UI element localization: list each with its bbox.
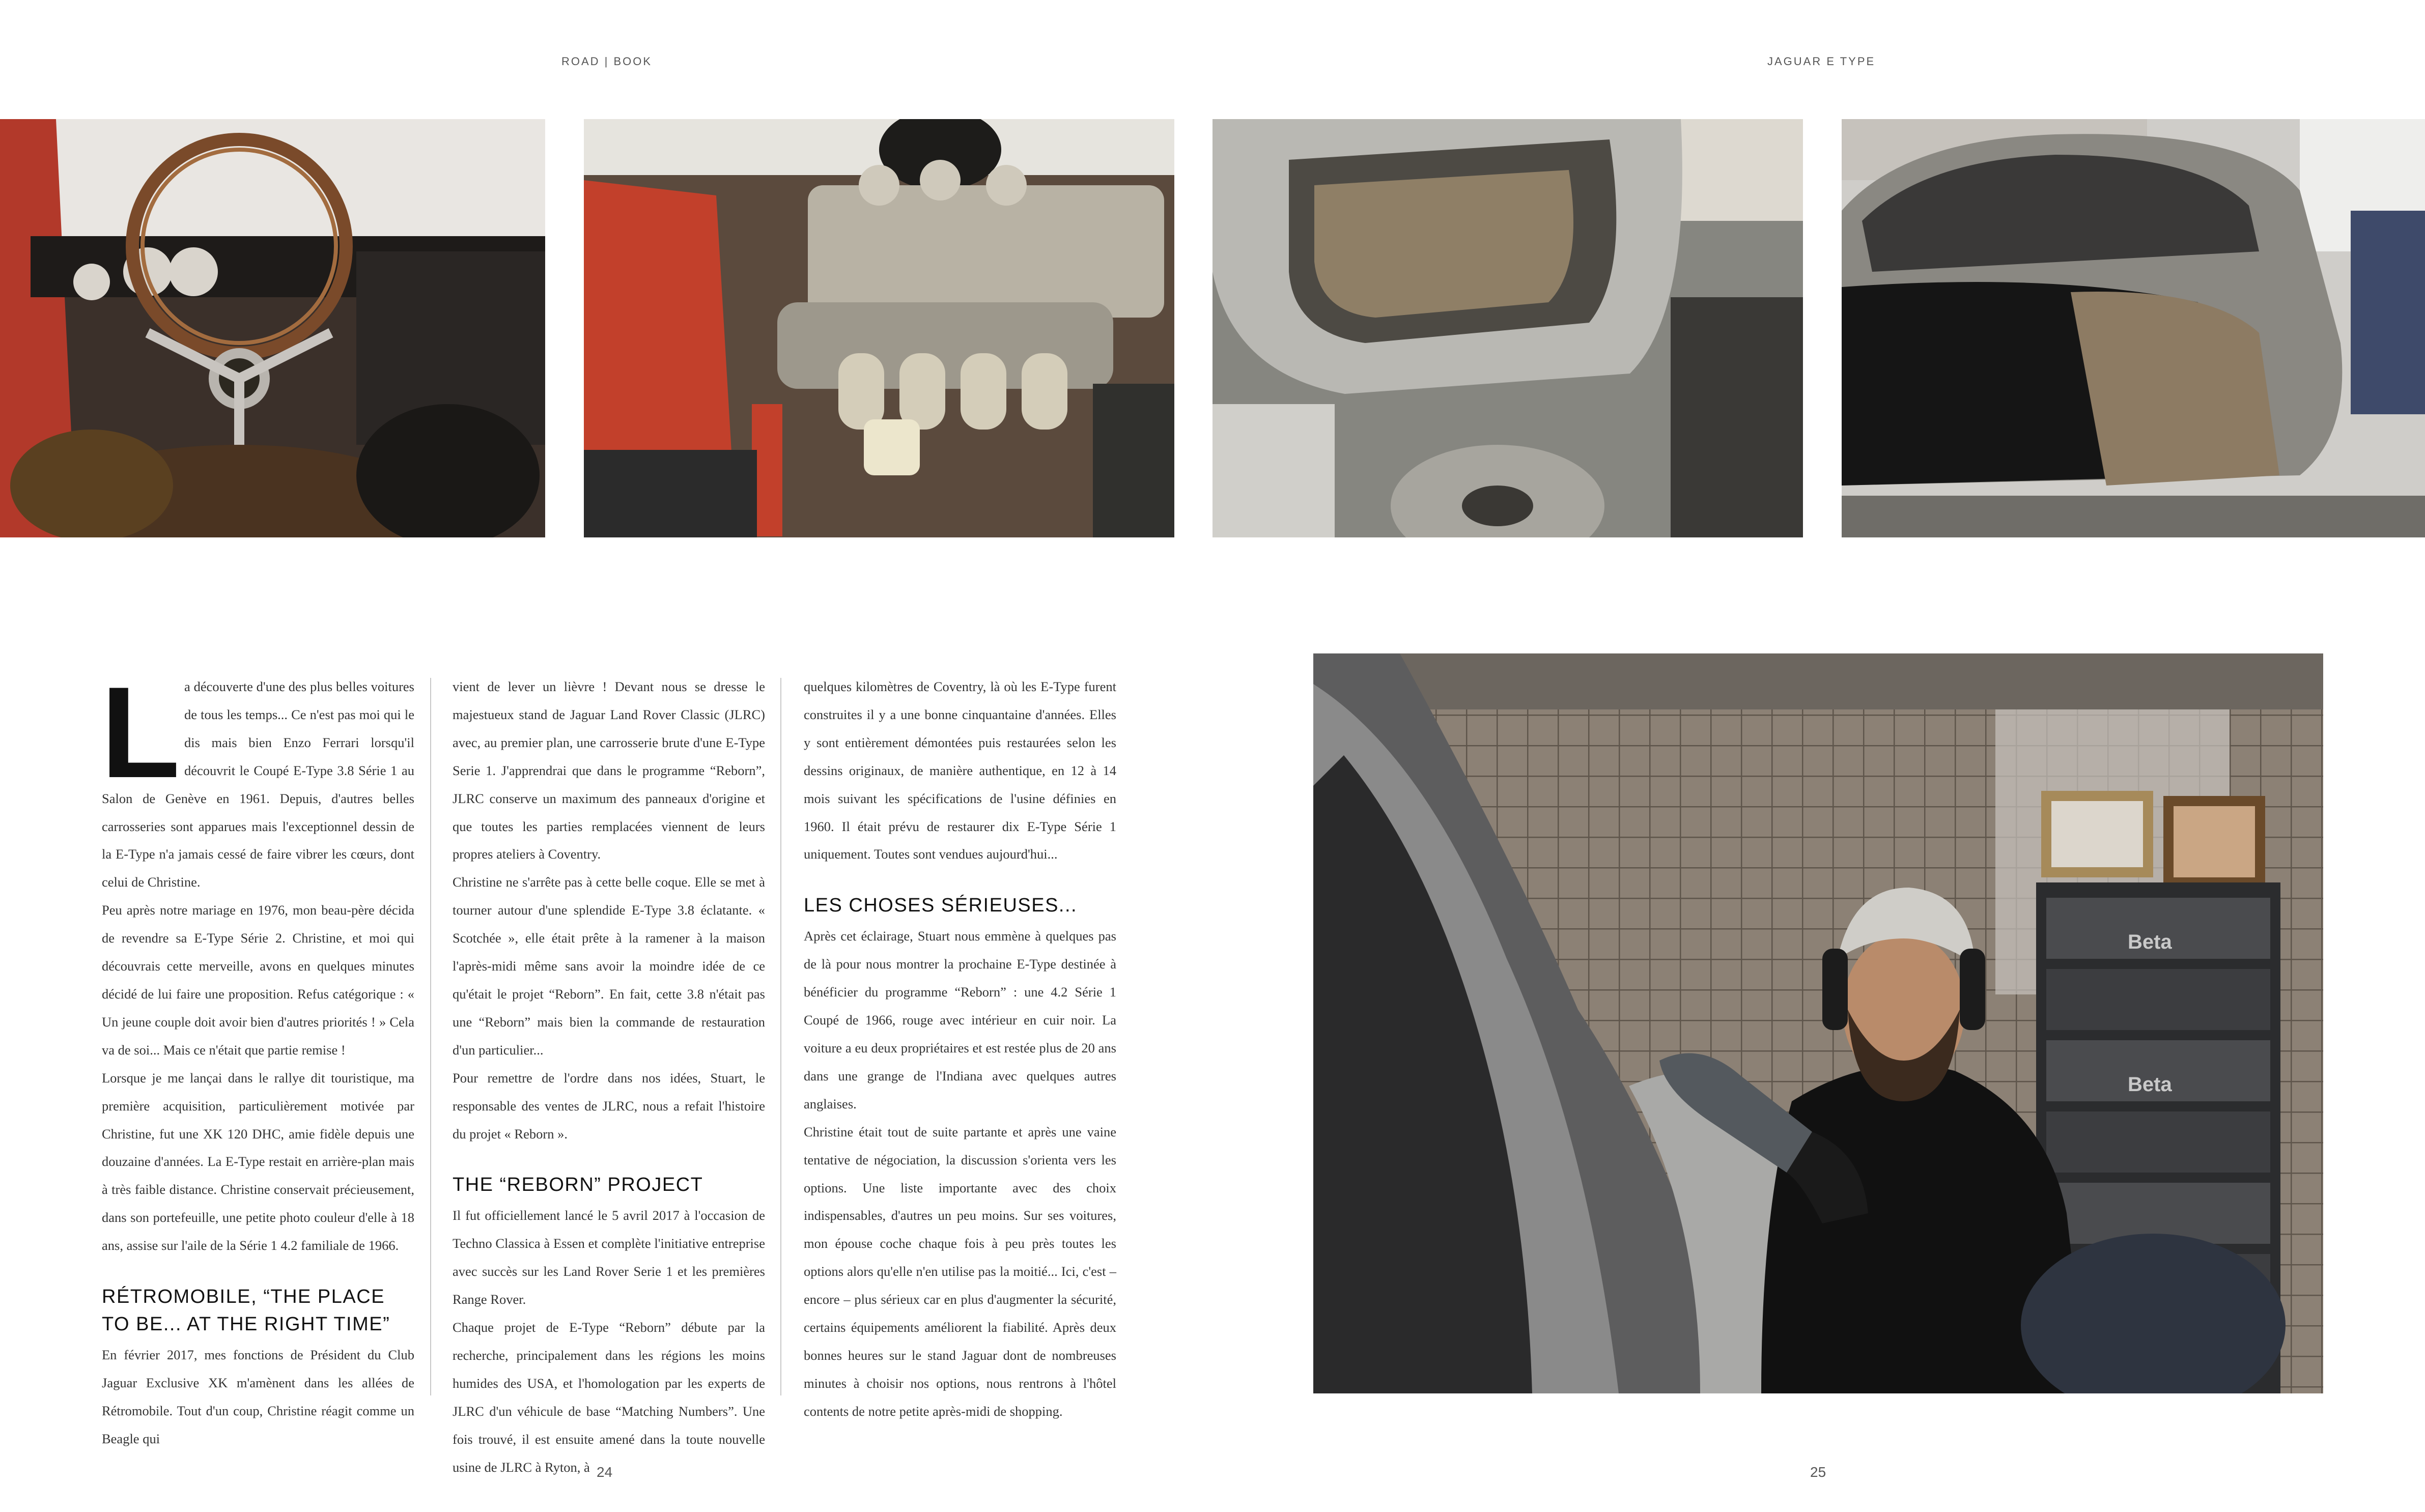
- photo-engine-bay: [584, 119, 1174, 537]
- drop-cap: L: [101, 660, 180, 805]
- column-rule-2: [780, 678, 781, 1395]
- column-rule-1: [430, 678, 431, 1395]
- paragraph: Après cet éclairage, Stuart nous emmène à quelques pas de là pour nous montrer la prochaine E-Type destinée à bénéficier du programme “Reborn” : une 4.2 Série 1 Coupé de 1966, rouge avec intérieur en cuir noir. La voiture a eu deux propriétaires et est restée plus de 20 ans dans une grange de l'Indiana avec quelques autres anglaises.: [804, 928, 1116, 1111]
- paragraph: vient de lever un lièvre ! Devant nous se dresse le majestueux stand de Jaguar Land Rover Classic (JLRC) avec, au premier plan, une carrosserie brute d'une E-Type Serie 1. J'apprendrai que dans le programme “Reborn”, JLRC conserve un maximum des panneaux d'origine et que toutes les parties remplacées viennent de leurs propres ateliers à Coventry.: [453, 679, 765, 862]
- page-number-left: 24: [597, 1464, 613, 1480]
- section-heading-choses-serieuses: LES CHOSES SÉRIEUSES...: [804, 895, 1078, 917]
- photo-body-shell-side: [1842, 119, 2425, 537]
- photo-interior-steering-wheel: [0, 119, 545, 537]
- drawer-brand-label: Beta: [2128, 1073, 2172, 1096]
- paragraph: Il fut officiellement lancé le 5 avril 2017 à l'occasion de Techno Classica à Essen et complète l'initiative entreprise avec succès sur les Land Rover Serie 1 et les premières Range Rover.: [453, 1208, 765, 1307]
- section-heading-reborn-project: THE “REBORN” PROJECT: [453, 1174, 703, 1196]
- running-head-right: JAGUAR E TYPE: [1767, 55, 1876, 68]
- paragraph: Peu après notre mariage en 1976, mon beau-père décida de revendre sa E-Type Série 2. Christine, et moi qui découvrais cette merveille, avons en quelques minutes décidé de lui faire une proposition. Refus catégorique : « Un jeune couple doit avoir bien d'autres priorités ! » Cela va de soi... Mais ce n'était que partie remise !: [102, 902, 414, 1058]
- paragraph: Christine ne s'arrête pas à cette belle coque. Elle se met à tourner autour d'une splendide E-Type 3.8 éclatante. « Scotchée », elle était prête à la ramener à la maison l'après-midi même sans avoir la moindre idée de ce qu'était le projet “Reborn”. En fait, cette 3.8 n'était pas une “Reborn” mais bien la commande de restauration d'un particulier...: [453, 874, 765, 1058]
- section-heading-retromobile: RÉTROMOBILE, “THE PLACE TO BE... AT THE RIGHT TIME”: [102, 1286, 390, 1335]
- running-head-left: ROAD | BOOK: [561, 55, 653, 68]
- paragraph: Chaque projet de E-Type “Reborn” débute par la recherche, principalement dans les régions les moins humides des USA, et l'homologation par les experts de JLRC d'un véhicule de base “Matching Numbers”. Une fois trouvé, il est ensuite amené dans la toute nouvelle usine de JLRC à Ryton, à: [453, 1320, 765, 1475]
- paragraph: Christine était tout de suite partante et après une vaine tentative de négociation, la discussion s'orienta vers les options. Une liste importante avec des choix indispensables, d'autres un peu moins. Sur ses voitures, mon épouse coche chaque fois à peu près toutes les options alors qu'elle n'en utilise pas la moitié... Ici, c'est – encore – plus sérieux car en plus d'augmenter la sécurité, certains équipements améliorent la fiabilité. Après deux bonnes heures sur le stand Jaguar dont de nombreuses minutes à choisir nos options, nous rentrons à l'hôtel contents de notre petite après-midi de shopping.: [804, 1124, 1116, 1419]
- paragraph: En février 2017, mes fonctions de Président du Club Jaguar Exclusive XK m'amènent dans les allées de Rétromobile. Tout d'un coup, Christine réagit comme un Beagle qui: [102, 1347, 414, 1446]
- paragraph: quelques kilomètres de Coventry, là où les E-Type furent construites il y a une bonne cinquantaine d'années. Elles y sont entièrement démontées puis restaurées selon les dessins originaux, de manière authentique, en 12 à 14 mois suivant les spécifications de l'usine définies en 1960. Il était prévu de restaurer dix E-Type Série 1 uniquement. Toutes sont vendues aujourd'hui...: [804, 679, 1116, 862]
- drawer-brand-label: Beta: [2128, 931, 2172, 953]
- paragraph: Lorsque je me lançai dans le rallye dit touristique, ma première acquisition, particulièrement motivée par Christine, fut une XK 120 DHC, amie fidèle depuis une douzaine d'années. La E-Type restait en arrière-plan mais à très faible distance. Christine conservait précieusement, dans son portefeuille, une petite photo couleur d'elle à 18 ans, assise sur l'aile de la Série 1 4.2 familiale de 1966.: [102, 1070, 414, 1253]
- page-number-right: 25: [1810, 1464, 1826, 1480]
- photo-technician-panel-work: [1313, 653, 2323, 1393]
- text-column-3: [804, 673, 1116, 1425]
- text-column-1: [101, 660, 414, 1453]
- paragraph: L a découverte d'une des plus belles voitures de tous les temps... Ce n'est pas moi qui le dis mais bien Enzo Ferrari lorsqu'il découvrit le Coupé E-Type 3.8 Série 1 au Salon de Genève en 1961. Depuis, d'autres belles carrosseries sont apparues mais l'exceptionnel dessin de la E-Type n'a jamais cessé de faire vibrer les cœurs, dont celui de Christine.: [101, 660, 414, 890]
- photo-body-shell-door: [1212, 119, 1803, 537]
- paragraph: Pour remettre de l'ordre dans nos idées, Stuart, le responsable des ventes de JLRC, nous a refait l'histoire du projet « Reborn ».: [453, 1070, 765, 1142]
- text-column-2: [453, 673, 765, 1481]
